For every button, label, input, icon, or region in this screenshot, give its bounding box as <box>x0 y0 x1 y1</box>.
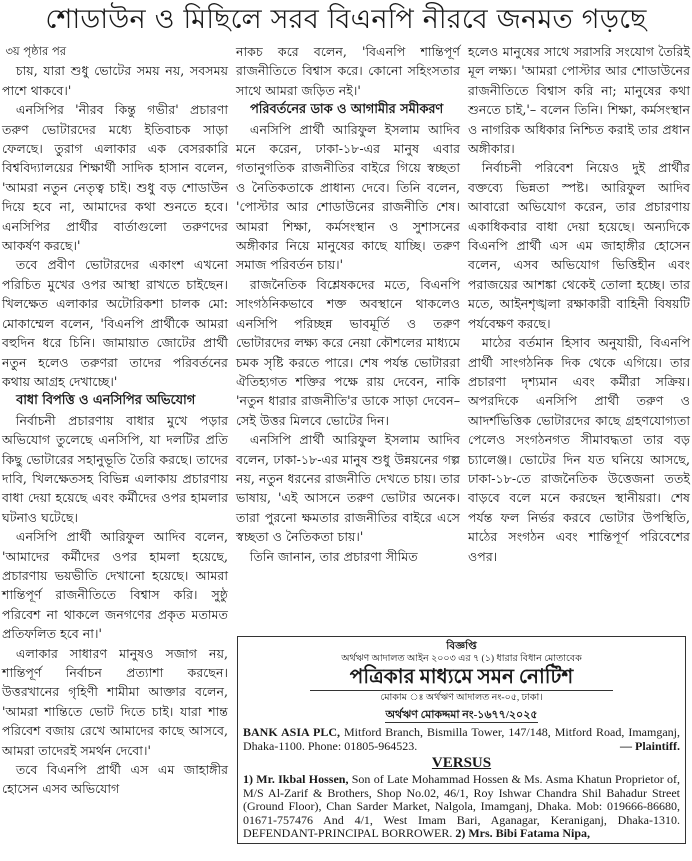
article-column-1 <box>2 42 228 799</box>
paragraph: চায়, যারা শুধু ভোটের সময় নয়, সবসময় পাশে থাকবে।' <box>2 63 228 98</box>
paragraph: নির্বাচনী পরিবেশ নিয়েও দুই প্রার্থীর বক্তব্যে ভিন্নতা স্পষ্ট। আরিফুল আদিব আবারো অভিযোগ করেন, তার প্রচারণায় একাধিকবার বাধা দেয়া হয়েছে। অন্যদিকে বিএনপি প্রার্থী এস এম জাহাঙ্গীর হোসেন বলেন, এসব অভিযোগ ভিত্তিহীন এবং পরাজয়ের আশঙ্কা থেকেই তোলা হচ্ছে। তার মতে, আইনশৃঙ্খলা রক্ষাকারী বাহিনী বিষয়টি পর্যবেক্ষণ করছে। <box>468 160 690 331</box>
defendant-1-details: Son of Late Mohammad Hossen & Ms. Asma Khatun Proprietor of, M/S Al-Zarif & Brothers, Shop No.02, 46/1, Roy Ishwar Chandra Shil Bahadur Street (Ground Floor), Chan Sarder Market, Nalgola, Imamganj, Dhaka. Mob: 019666-86680, 01671-757476 And 4/1, West Imam Bari, Aganagar, Keraniganj, Dhaka-1310. DEFENDANT-PRINCIPAL BORROWER. <box>243 772 681 840</box>
notice-plaintiff <box>243 726 680 753</box>
plaintiff-name: BANK ASIA PLC, <box>243 725 340 739</box>
paragraph: মাঠের বর্তমান হিসাব অনুযায়ী, বিএনপি প্রার্থী সাংগঠনিক দিক থেকে এগিয়ে। তার প্রচারণা দৃশ্যমান এবং কর্মীরা সক্রিয়। অপরদিকে এনসিপি প্রার্থী তরুণ ও আদর্শভিত্তিক ভোটারদের কাছে গ্রহণযোগ্যতা পেলেও সংগঠনগত সীমাবদ্ধতা তার বড় চ্যালেঞ্জ। ভোটের দিন যত ঘনিয়ে আসছে, ঢাকা-১৮-তে রাজনৈতিক উত্তেজনা ততই বাড়বে বলে মনে করছেন স্থানীয়রা। শেষ পর্যন্ত ফল নির্ভর করবে ভোটার উপস্থিতি, মাঠের সংগঠন এবং শান্তিপূর্ণ পরিবেশের ওপর। <box>468 335 690 564</box>
paragraph: এলাকার সাধারণ মানুষও সজাগ নয়, শান্তিপূর্ণ নির্বাচন প্রত্যাশা করছেন। উত্তরখানের গৃহিণী শামীমা আক্তার বলেন, 'আমরা শান্তিতে ভোট দিতে চাই। যারা শান্ত পরিবেশ বজায় রেখে আমাদের কাছে আসবে, আমরা তাদেরই সমর্থন দেবো।' <box>2 645 228 758</box>
notice-defendants <box>243 773 680 841</box>
article-column-3 <box>468 42 690 566</box>
paragraph: তবে বিএনপি প্রার্থী এস এম জাহাঙ্গীর হোসেন এসব অভিযোগ <box>2 762 228 797</box>
paragraph: নির্বাচনী প্রচারণায় বাধার মুখে পড়ার অভিযোগ তুলেছে এনসিপি, যা দলটির প্রতি কিছু ভোটারের সহানুভূতি তৈরি করছে। তাদের দাবি, খিলক্ষেতসহ বিভিন্ন এলাকায় প্রচারণায় বাধা দেয়া হয়েছে এবং কর্মীদের ওপর হামলার ঘটনাও ঘটেছে। <box>2 412 228 525</box>
notice-case-number: অর্থঋণ মোকদ্দমা নং-১৬৭৭/২০২৫ <box>385 709 538 721</box>
notice-title: পত্রিকার মাধ্যমে সমন নোটিশ <box>310 665 613 691</box>
subheading: পরিবর্তনের ডাক ও আগামীর সমীকরণ <box>250 102 444 118</box>
paragraph: রাজনৈতিক বিশ্লেষকদের মতে, বিএনপি সাংগঠনিকভাবে শক্ত অবস্থানে থাকলেও এনসিপি পরিচ্ছন্ন ভাবমূর্তি ও তরুণ ভোটারদের লক্ষ্য করে নেয়া কৌশলের মাধ্যমে চমক সৃষ্টি করতে পারে। শেষ পর্যন্ত ভোটাররা ঐতিহ্যগত শক্তির পক্ষে রায় দেবেন, নাকি 'নতুন ধারার রাজনীতি'র ডাকে সাড়া দেবেন– সেই উত্তর মিলবে ভোটের দিন। <box>236 276 460 428</box>
paragraph: এনসিপি প্রার্থী আরিফুল আদিব বলেন, 'আমাদের কর্মীদের ওপর হামলা হয়েছে, প্রচারণায় ভয়ভীতি দেখানো হয়েছে। আমরা শান্তিপূর্ণ রাজনীতিতে বিশ্বাস করি। সুষ্ঠু পরিবেশ না থাকলে জনগণের প্রকৃত মতামত প্রতিফলিত হবে না।' <box>2 529 228 642</box>
versus-heading: VERSUS <box>431 755 492 771</box>
paragraph: নাকচ করে বলেন, 'বিএনপি শান্তিপূর্ণ রাজনীতিতে বিশ্বাস করে। কোনো সহিংসতার সাথে আমরা জড়িত নই।' <box>236 44 460 98</box>
defendant-1-name: 1) Mr. Ikbal Hossen, <box>243 772 349 786</box>
plaintiff-label: — Plaintiff. <box>620 738 680 753</box>
paragraph: তবে প্রবীণ ভোটারদের একাংশ এখনো পরিচিত মুখের ওপর আস্থা রাখতে চাইছেন। খিলক্ষেত এলাকার অটোরিকশা চালক মো: মোকাম্মেল বলেন, 'বিএনপি প্রার্থীকে আমরা বহুদিন ধরে চিনি। জামায়াত জোটের প্রার্থী নতুন হলেও তরুণরা তাদের পরিবর্তনের কথায় আগ্রহ দেখাচ্ছে।' <box>2 257 228 389</box>
paragraph: হলেও মানুষের সাথে সরাসরি সংযোগ তৈরিই মূল লক্ষ্য। 'আমরা পোস্টার আর শোডাউনের রাজনীতিতে বিশ্বাস করি না; মানুষের কথা শুনতে চাই,'– বলেন তিনি। শিক্ষা, কর্মসংস্থান ও নাগরিক অধিকার নিশ্চিত করাই তার প্রধান অঙ্গীকার। <box>468 44 690 157</box>
paragraph: এনসিপি প্রার্থী আরিফুল ইসলাম আদিব মনে করেন, ঢাকা-১৮-এর মানুষ এবার গতানুগতিক রাজনীতির বাইরে গিয়ে স্বচ্ছতা ও নৈতিকতাকে প্রাধান্য দেবে। তিনি বলেন, 'পোস্টার আর শোডাউনের রাজনীতি শেষ। আমরা শিক্ষা, কর্মসংস্থান ও সুশাসনের অঙ্গীকার নিয়ে মানুষের কাছে যাচ্ছি। তরুণ সমাজ পরিবর্তন চায়।' <box>236 121 460 273</box>
notice-label: বিজ্ঞপ্তি <box>446 641 477 652</box>
notice-law-line: অর্থঋণ আদালত আইন ২০০৩ এর ৭ (১) ধারার বিধান মোতাবেক <box>341 654 582 664</box>
plaintiff-address: Mitford Branch, Bismilla Tower, 147/148, Mitford Road, Imamganj, Dhaka-1100. Phone: 01805-964523. <box>243 725 680 753</box>
headline: শোডাউন ও মিছিলে সরব বিএনপি নীরবে জনমত গড়ছে <box>45 4 647 35</box>
continued-from-label: ৩য় পৃষ্ঠার পর <box>5 44 67 58</box>
summons-notice-ad <box>237 636 686 844</box>
defendant-2-name: 2) Mrs. Bibi Fatama Nipa, <box>455 826 591 840</box>
article-column-2 <box>236 42 460 566</box>
paragraph: এনসিপির 'নীরব কিন্তু গভীর' প্রচারণা তরুণ ভোটারদের মধ্যে ইতিবাচক সাড়া ফেলছে। তুরাগ এলাকার এক বেসরকারি বিশ্ববিদ্যালয়ের শিক্ষার্থী সাদিক হাসান বলেন, 'আমরা নতুন নেতৃত্ব চাই। শুধু বড় শোডাউন দিয়ে হবে না, আমাদের কথা শুনতে হবে। এনসিপির প্রার্থীর বার্তাগুলো তরুণদের আকর্ষণ করছে।' <box>2 102 228 254</box>
subheading: বাধা বিপত্তি ও এনসিপির অভিযোগ <box>16 393 196 409</box>
notice-court: মোকাম ঃ অর্থঋণ আদালত নং-০৫, ঢাকা। <box>380 693 543 703</box>
paragraph: এনসিপি প্রার্থী আরিফুল ইসলাম আদিব বলেন, ঢাকা-১৮-এর মানুষ শুধু উন্নয়নের গল্প নয়, নতুন ধরনের রাজনীতি দেখতে চায়। তার ভাষায়, 'এই আসনে তরুণ ভোটার অনেক। তারা পুরনো ক্ষমতার রাজনীতির বাইরে এসে স্বচ্ছতা ও নৈতিকতা চায়।' <box>236 432 460 545</box>
paragraph: তিনি জানান, তার প্রচারণা সীমিত <box>249 548 418 564</box>
